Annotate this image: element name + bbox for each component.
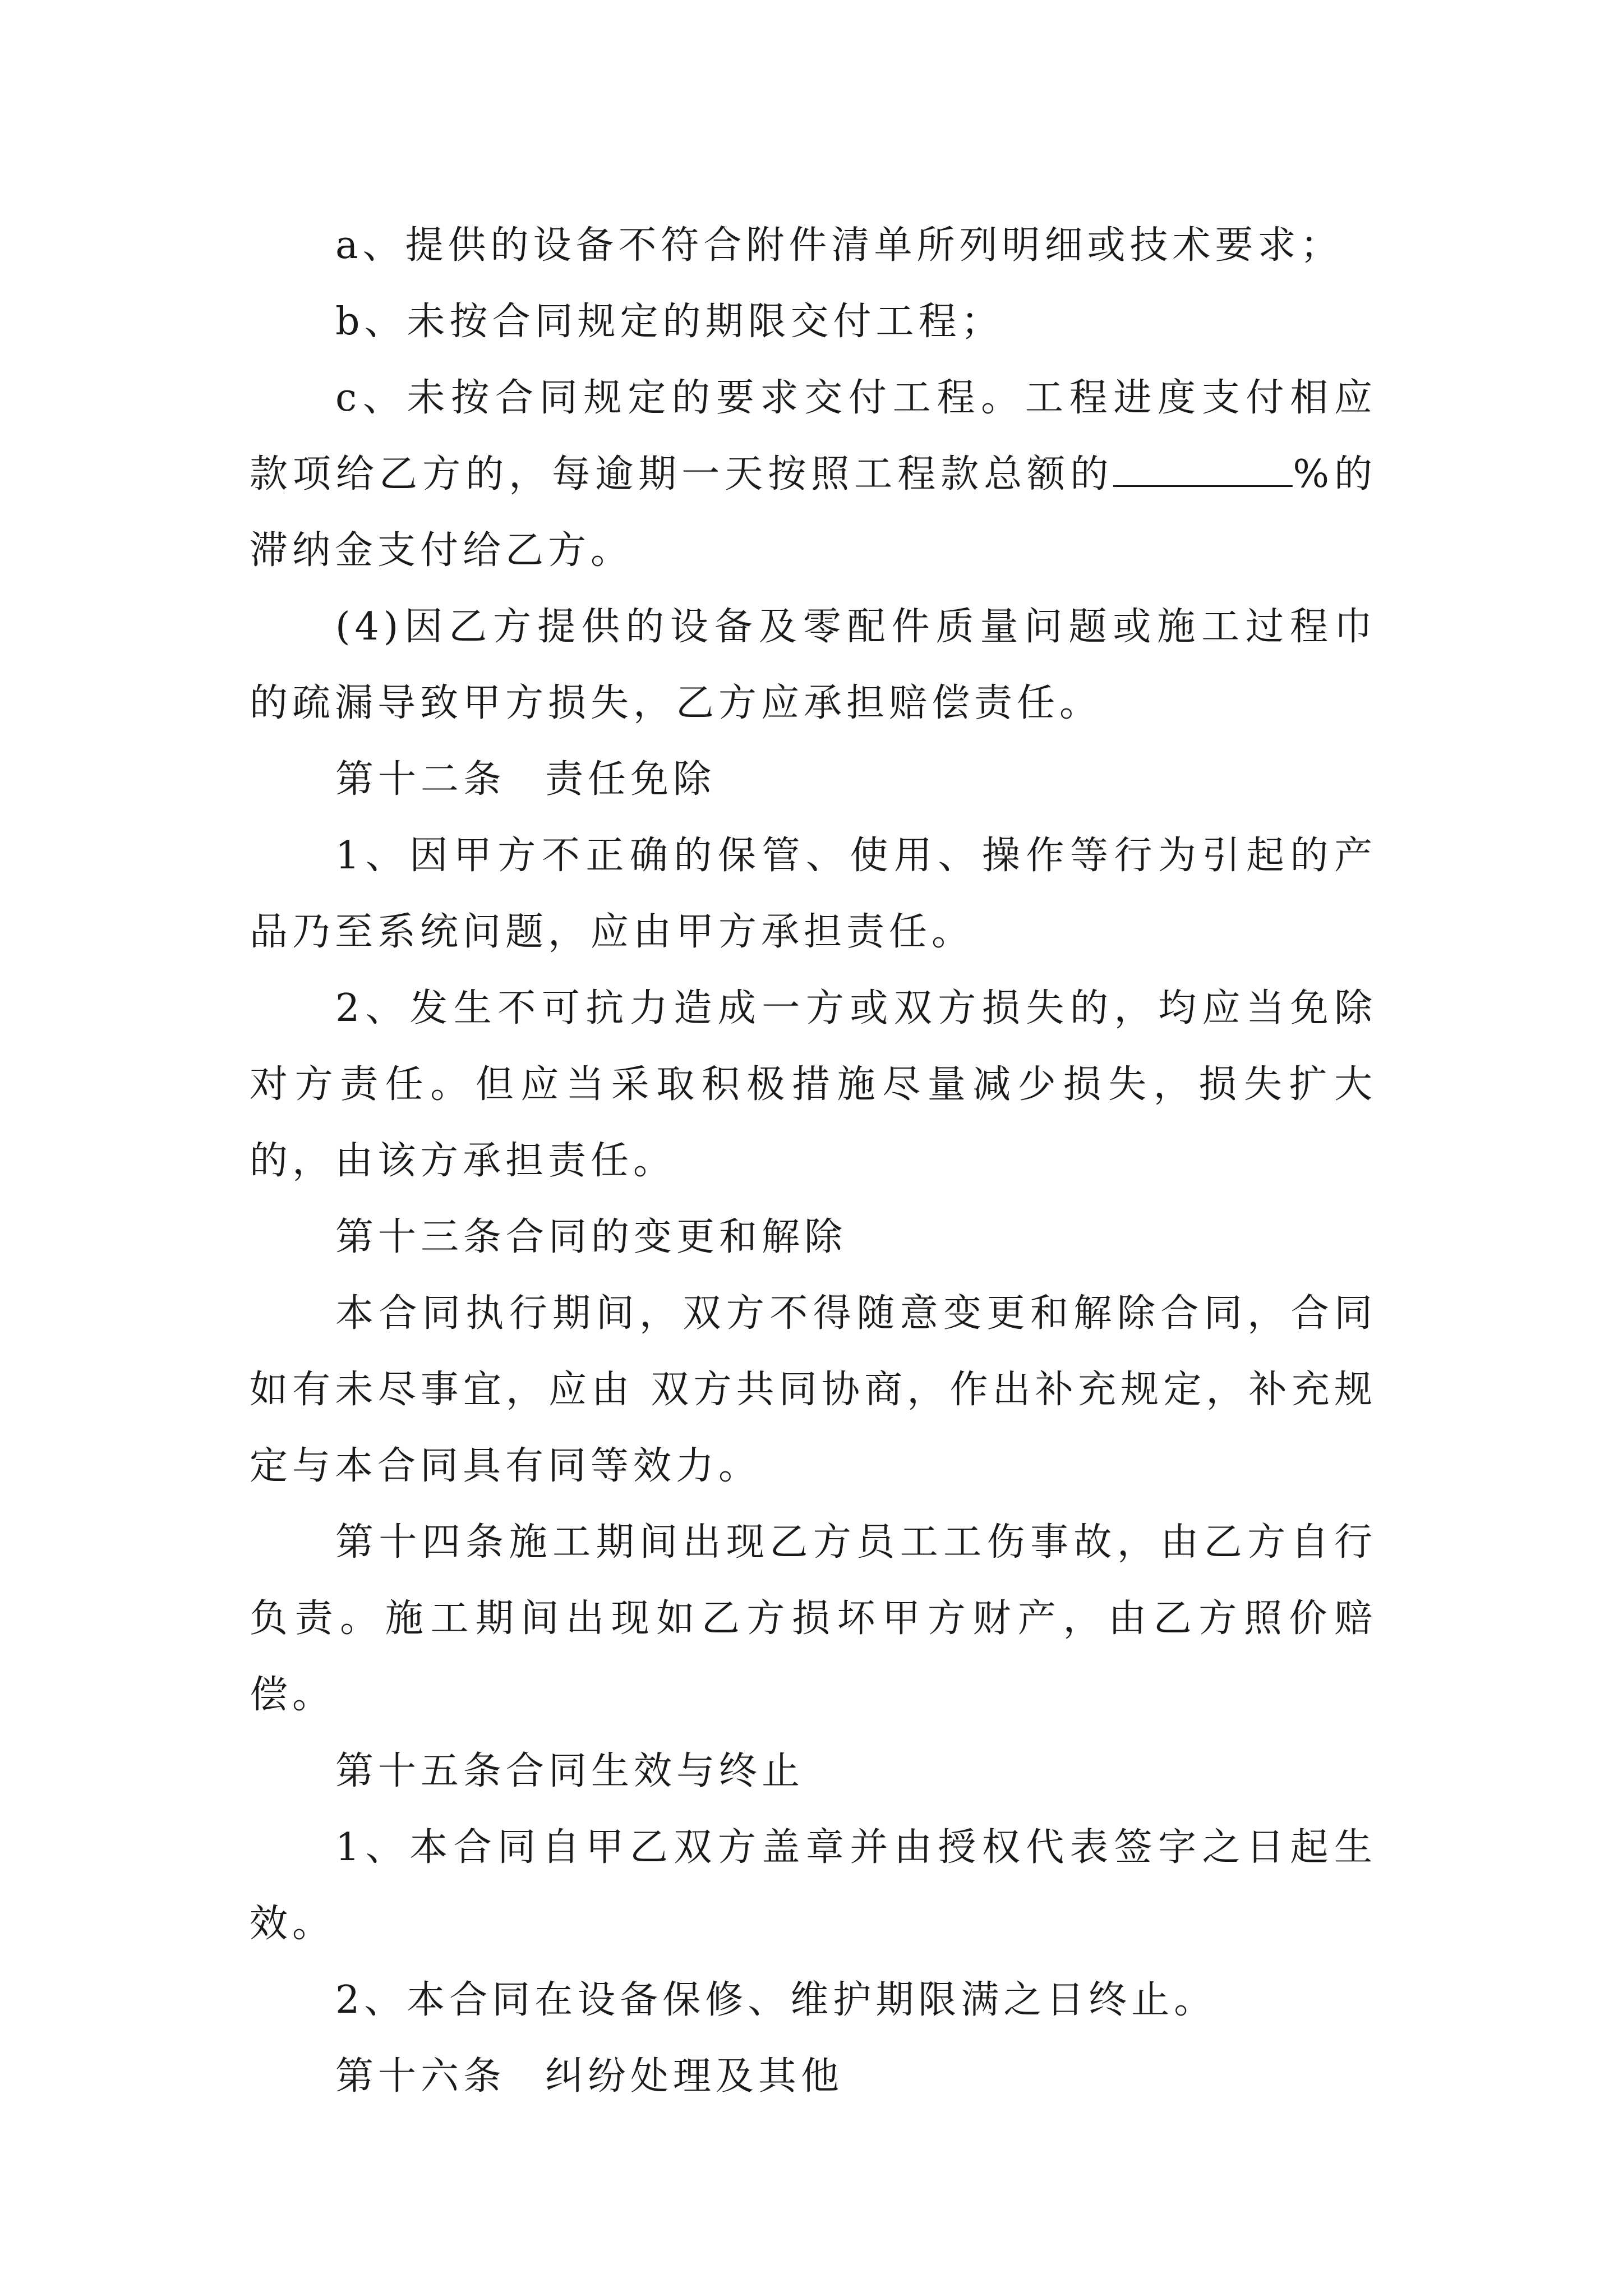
article-12-item-1: 1、因甲方不正确的保管、使用、操作等行为引起的产品乃至系统问题，应由甲方承担责任。 xyxy=(250,834,1377,954)
article-15-item-2: 2、本合同在设备保修、维护期限满之日终止。 xyxy=(335,1978,1217,2022)
article-14-body: 第十四条施工期间出现乙方员工工伤事故，由乙方自行负责。施工期间出现如乙方损坏甲方财产，由乙方照价赔偿。 xyxy=(250,1520,1377,1717)
clause-a: a、提供的设备不符合附件清单所列明细或技术要求； xyxy=(335,223,1343,268)
clause-c-tail: %的滞纳金支付给乙方。 xyxy=(250,452,1377,573)
article-12-title: 责任免除 xyxy=(545,757,716,802)
article-15-item-1: 1、本合同自甲乙双方盖章并由授权代表签字之日起生效。 xyxy=(250,1825,1377,1946)
article-13-heading: 第十三条合同的变更和解除 xyxy=(335,1215,847,1259)
clause-c-text: c、未按合同规定的要求交付工程。工程进度支付相应款项给乙方的，每逾期一天按照工程款总额的 xyxy=(250,376,1377,496)
article-13-body: 本合同执行期间，双方不得随意变更和解除合同，合同如有未尽事宜，应由 双方共同协商，作出补充规定，补充规定与本合同具有同等效力。 xyxy=(250,1291,1377,1488)
article-16-heading xyxy=(250,2039,1377,2115)
contract-body xyxy=(250,208,1377,2115)
article-15-heading: 第十五条合同生效与终止 xyxy=(335,1749,805,1793)
clause-c xyxy=(250,360,1377,589)
clause-4: (4)因乙方提供的设备及零配件质量问题或施工过程巾的疏漏导致甲方损失，乙方应承担赔偿责任。 xyxy=(250,605,1377,725)
article-12-heading xyxy=(250,742,1377,818)
article-16-number: 第十六条 xyxy=(335,2054,506,2099)
article-16-title: 纠纷处理及其他 xyxy=(545,2054,844,2099)
article-12-item-2: 2、发生不可抗力造成一方或双方损失的，均应当免除对方责任。但应当采取积极措施尽量减少损失，损失扩大的，由该方承担责任。 xyxy=(250,986,1377,1183)
penalty-rate-blank xyxy=(1113,452,1293,487)
clause-b: b、未按合同规定的期限交付工程； xyxy=(335,300,1004,344)
article-12-number: 第十二条 xyxy=(335,757,506,802)
